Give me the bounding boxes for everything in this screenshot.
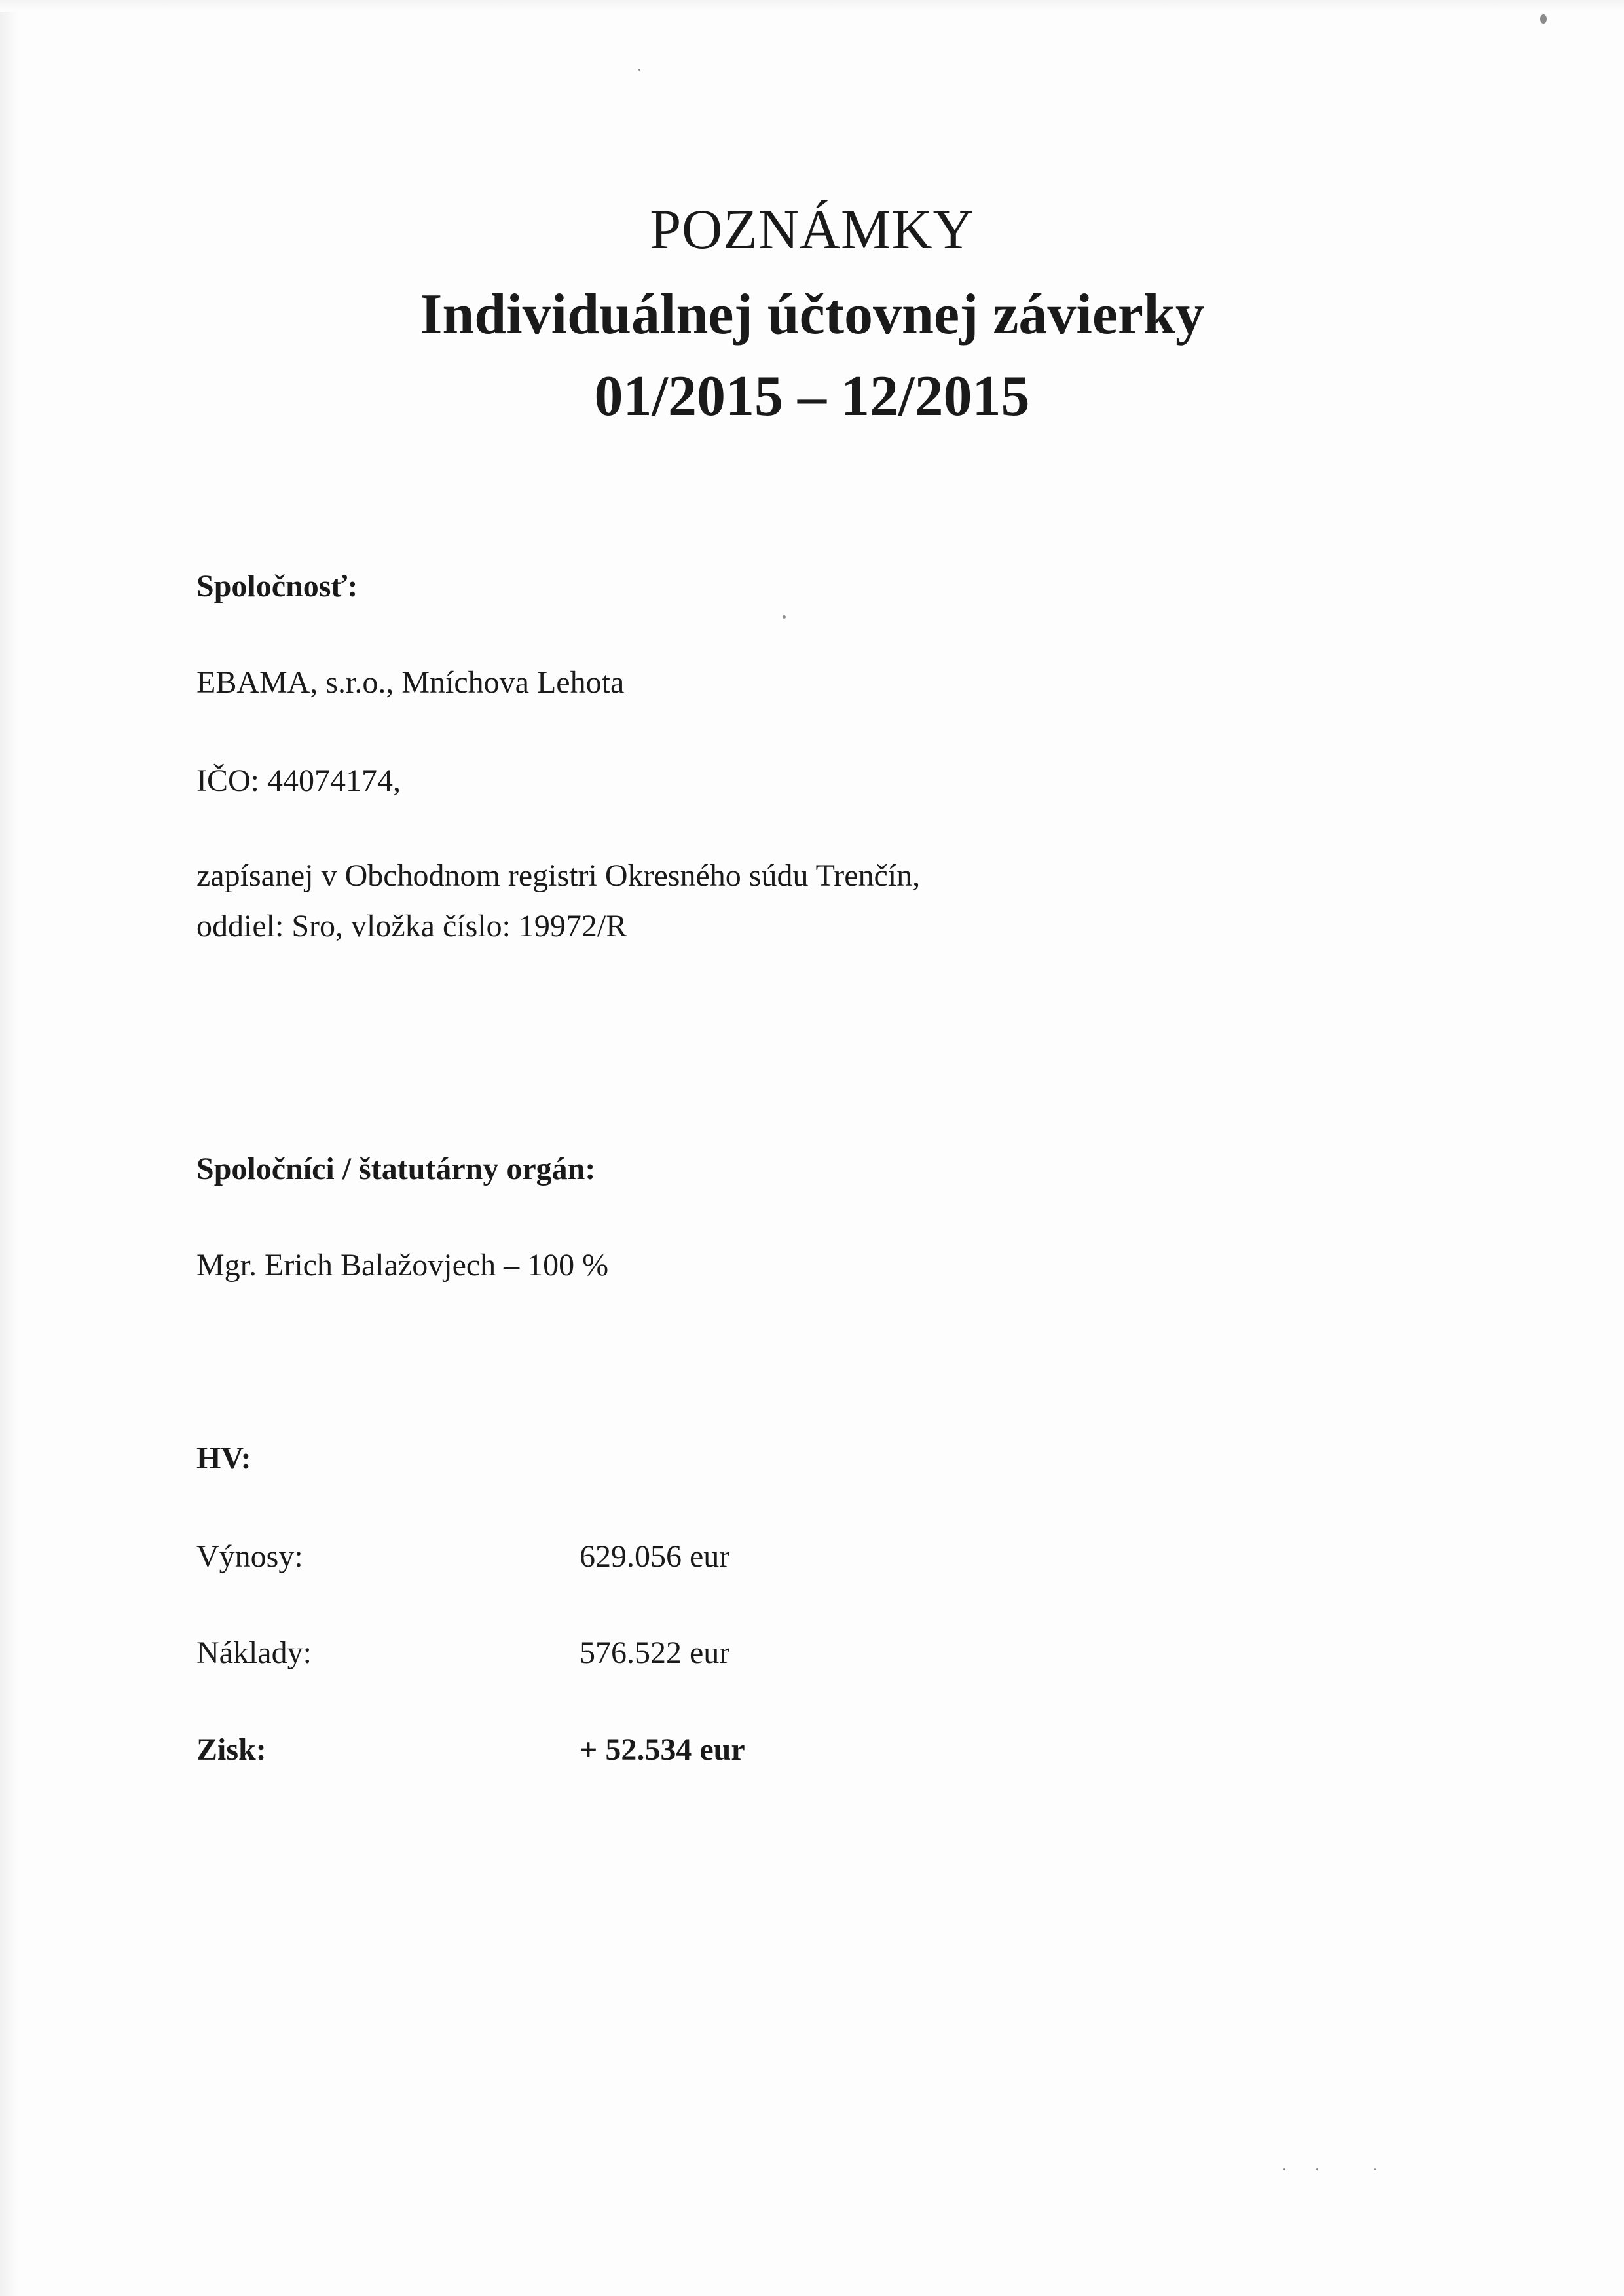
- scan-speck: [1540, 14, 1547, 24]
- company-registry-line1: zapísanej v Obchodnom registri Okresného súdu Trenčín,: [196, 858, 921, 893]
- scan-speck: [1374, 2168, 1376, 2170]
- revenue-value: 629.056 eur: [580, 1539, 730, 1574]
- title-subheading: Individuálnej účtovnej závierky: [420, 283, 1204, 346]
- costs-label: Náklady:: [196, 1635, 312, 1670]
- title-period: 01/2015 – 12/2015: [594, 365, 1030, 428]
- scan-speck: [1316, 2168, 1318, 2170]
- partner-member: Mgr. Erich Balažovjech – 100 %: [196, 1248, 609, 1283]
- title-heading: POZNÁMKY: [650, 198, 974, 261]
- company-registry-line2: oddiel: Sro, vložka číslo: 19972/R: [196, 909, 627, 943]
- scan-speck: [1283, 2168, 1285, 2170]
- result-heading: HV:: [196, 1441, 251, 1476]
- company-heading: Spoločnosť:: [196, 569, 358, 604]
- partners-heading: Spoločníci / štatutárny orgán:: [196, 1152, 596, 1186]
- company-ico: IČO: 44074174,: [196, 763, 401, 798]
- scan-speck: [638, 69, 640, 71]
- revenue-label: Výnosy:: [196, 1539, 303, 1574]
- company-name: EBAMA, s.r.o., Mníchova Lehota: [196, 665, 625, 700]
- profit-value: + 52.534 eur: [580, 1732, 745, 1767]
- scan-speck: [783, 615, 786, 619]
- costs-value: 576.522 eur: [580, 1635, 730, 1670]
- profit-label: Zisk:: [196, 1732, 267, 1767]
- scan-edge: [0, 0, 1624, 12]
